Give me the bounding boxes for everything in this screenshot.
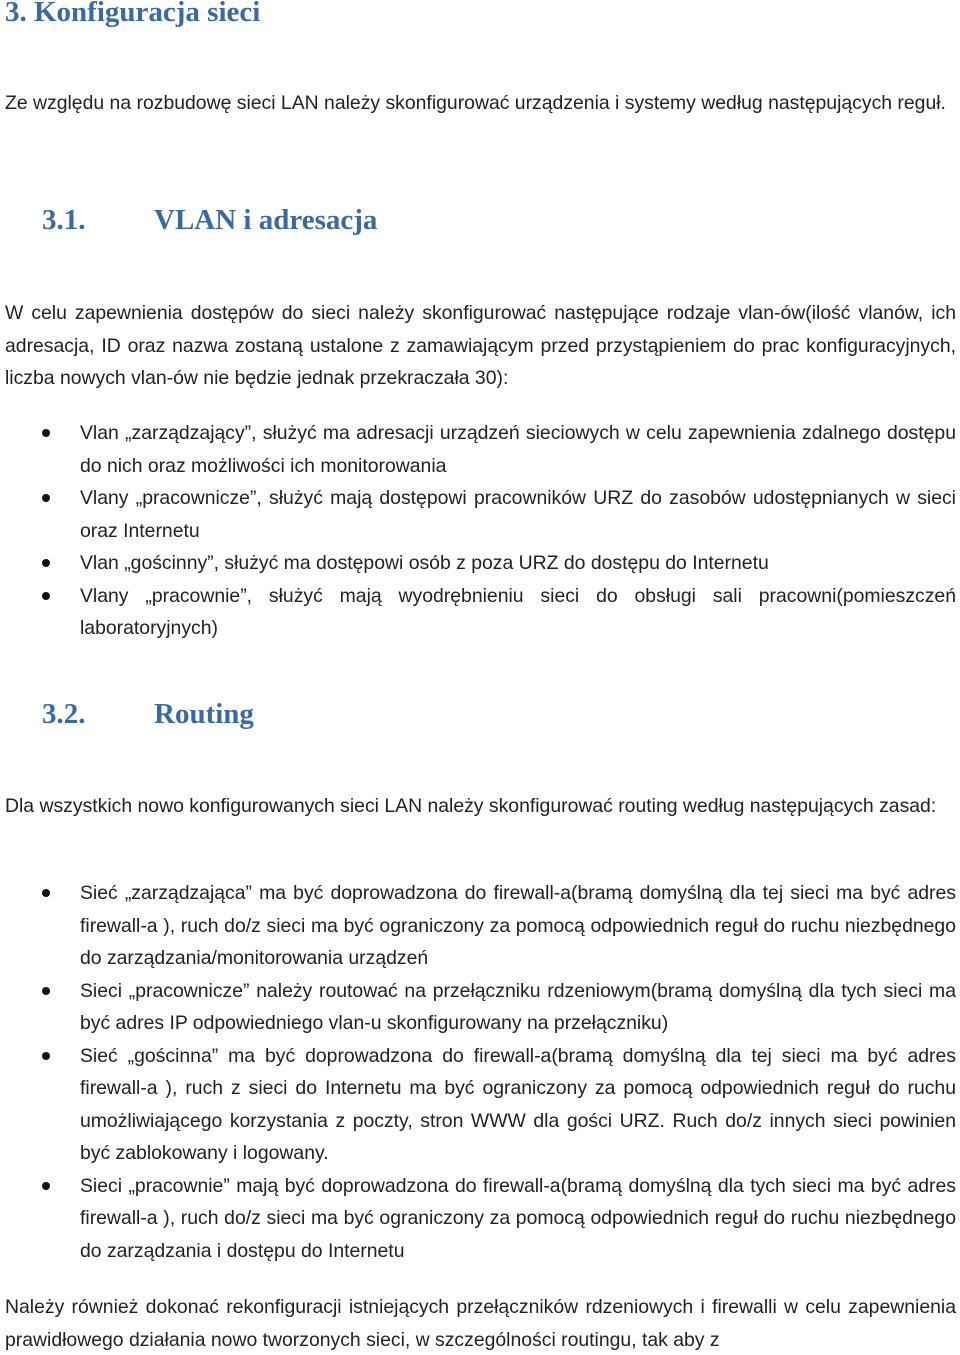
routing-bullet-list xyxy=(0,877,960,1267)
list-item-text: Vlany „pracownicze”, służyć mają dostępowi pracowników URZ do zasobów udostępnianych w sieci oraz Internetu xyxy=(80,487,956,542)
list-item-text: Sieci „pracownie” mają być doprowadzona do firewall-a(bramą domyślną dla tych sieci ma być adres firewall-a ), ruch do/z sieci ma być ograniczony za pomocą odpowiednich reguł do ruchu niezbędnego do zarządzania i dostępu do Internetu xyxy=(80,1174,956,1262)
list-item xyxy=(0,547,960,580)
section-heading: 3. Konfiguracja sieci xyxy=(5,0,261,28)
list-item-text: Vlan „gościnny”, służyć ma dostępowi osób z poza URZ do dostępu do Internetu xyxy=(80,552,769,574)
list-item-text: Vlan „zarządzający”, służyć ma adresacji urządzeń sieciowych w celu zapewnienia zdalnego dostępu do nich oraz możliwości ich monitorowania xyxy=(80,422,956,477)
subsection-number: 3.1. xyxy=(42,204,86,236)
list-item xyxy=(0,975,960,1040)
list-item-text: Vlany „pracownie”, służyć mają wyodrębnieniu sieci do obsługi sali pracowni(pomieszczeń laboratoryjnych) xyxy=(80,584,956,639)
list-item-text: Sieci „pracownicze” należy routować na przełączniku rdzeniowym(bramą domyślną dla tych sieci ma być adres IP odpowiedniego vlan-u skonfigurowany na przełączniku) xyxy=(80,979,956,1034)
routing-intro-paragraph: Dla wszystkich nowo konfigurowanych sieci LAN należy skonfigurować routing według następujących zasad: xyxy=(5,795,937,817)
bullet-icon xyxy=(42,889,50,897)
bullet-icon xyxy=(42,494,50,502)
list-item xyxy=(0,417,960,482)
list-item xyxy=(0,482,960,547)
list-item-text: Sieć „gościnna” ma być doprowadzona do firewall-a(bramą domyślną dla tej sieci ma być adres firewall-a ), ruch z sieci do Internetu ma być ograniczony za pomocą odpowiednich reguł do ruchu umożliwiającego korzystania z poczty, stron WWW dla gości URZ. Ruch do/z innych sieci powinien być zablokowany i logowany. xyxy=(80,1044,956,1164)
list-item xyxy=(0,1040,960,1170)
list-item xyxy=(0,877,960,975)
bullet-icon xyxy=(42,1052,50,1060)
subsection-title: Routing xyxy=(154,698,254,730)
subsection-heading-vlan xyxy=(42,204,442,244)
vlan-intro-paragraph: W celu zapewnienia dostępów do sieci należy skonfigurować następujące rodzaje vlan-ów(ilość vlanów, ich adresacja, ID oraz nazwa zostaną ustalone z zamawiającym przed przystąpieniem do prac konfiguracyjnych, liczba nowych vlan-ów nie będzie jednak przekraczała 30): xyxy=(5,302,956,389)
subsection-number: 3.2. xyxy=(42,698,86,730)
bullet-icon xyxy=(42,1182,50,1190)
bullet-icon xyxy=(42,429,50,437)
bullet-icon xyxy=(42,592,50,600)
section-intro-paragraph: Ze względu na rozbudowę sieci LAN należy skonfigurować urządzenia i systemy według następujących reguł. xyxy=(5,92,946,114)
vlan-bullet-list xyxy=(0,417,960,645)
list-item-text: Sieć „zarządzająca” ma być doprowadzona do firewall-a(bramą domyślną dla tej sieci ma być adres firewall-a ), ruch do/z sieci ma być ograniczony za pomocą odpowiednich reguł do ruchu niezbędnego do zarządzania/monitorowania urządzeń xyxy=(80,882,956,969)
list-item xyxy=(0,1170,960,1268)
closing-paragraph: Należy również dokonać rekonfiguracji istniejących przełączników rdzeniowych i firewalli w celu zapewnienia prawidłowego działania nowo tworzonych sieci, w szczególności routingu, tak aby z xyxy=(5,1296,956,1351)
bullet-icon xyxy=(42,559,50,567)
bullet-icon xyxy=(42,987,50,995)
subsection-heading-routing xyxy=(42,698,442,738)
subsection-title: VLAN i adresacja xyxy=(154,204,378,236)
list-item xyxy=(0,580,960,645)
